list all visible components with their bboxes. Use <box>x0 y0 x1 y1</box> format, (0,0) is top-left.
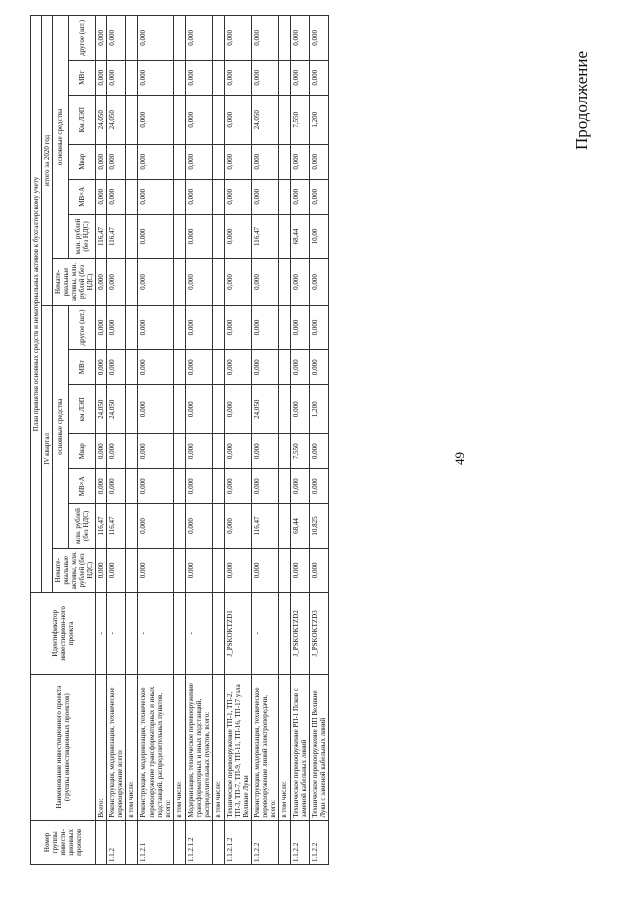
cell-group-number: 1.1.2.1 <box>138 820 173 864</box>
cell-total-value: 0,000 <box>107 16 126 61</box>
header-q4-unit-1: МВ×А <box>68 469 95 504</box>
cell-group-number: 1.1.2.1.2 <box>224 820 251 864</box>
cell-q4-value <box>126 305 138 349</box>
cell-q4-value: 0,000 <box>291 385 310 434</box>
cell-total-value: 0,000 <box>107 179 126 214</box>
cell-q4-value: 0,000 <box>185 548 212 592</box>
header-q4-fixed-assets: основные средства <box>53 305 69 548</box>
cell-total-value <box>212 60 224 95</box>
cell-total-value: 0,000 <box>291 16 310 61</box>
table-row <box>107 16 126 865</box>
cell-q4-value <box>212 504 224 548</box>
cell-q4-value <box>279 504 291 548</box>
table-row <box>291 16 310 865</box>
header-total-unit-4: МВт <box>68 60 95 95</box>
cell-project-id: - <box>107 593 126 675</box>
cell-total-value: 0,000 <box>138 259 173 306</box>
cell-total-value: 0,000 <box>138 60 173 95</box>
cell-q4-value <box>173 385 185 434</box>
cell-total-value <box>173 179 185 214</box>
cell-q4-value <box>173 504 185 548</box>
cell-project-id <box>279 593 291 675</box>
cell-project-name: Всего: <box>96 674 107 820</box>
cell-project-name: Модернизация, техническое перевооружение трансформаторных и иных подстанций, распределительных пунктов, всего: <box>185 674 212 820</box>
cell-total-value: 0,000 <box>96 144 107 179</box>
cell-group-number: 1.1.2.2 <box>251 820 278 864</box>
cell-q4-value: 7,550 <box>291 434 310 469</box>
cell-project-name: Техническое перевооружение ПП Великие Луки с заменой кабельных линий <box>310 674 329 820</box>
cell-q4-value <box>212 548 224 592</box>
cell-q4-value <box>173 548 185 592</box>
header-q4-unit-5: другое (шт.) <box>68 305 95 349</box>
cell-q4-value: 0,000 <box>251 434 278 469</box>
cell-total-value: 10,00 <box>310 214 329 258</box>
cell-total-value <box>279 179 291 214</box>
cell-total-value: 0,000 <box>224 16 251 61</box>
cell-project-id: - <box>96 593 107 675</box>
header-total-unit-5: другое (шт.) <box>68 16 95 61</box>
cell-total-value <box>126 144 138 179</box>
cell-total-value: 0,000 <box>185 179 212 214</box>
cell-total-value <box>279 144 291 179</box>
cell-q4-value: 0,000 <box>96 469 107 504</box>
cell-q4-value: 0,000 <box>251 305 278 349</box>
cell-total-value: 0,000 <box>96 259 107 306</box>
cell-project-id <box>212 593 224 675</box>
cell-total-value: 0,000 <box>224 144 251 179</box>
cell-total-value: 0,000 <box>107 144 126 179</box>
cell-project-id: J_PSKOKTZD3 <box>310 593 329 675</box>
cell-q4-value: 0,000 <box>96 548 107 592</box>
table-row <box>310 16 329 865</box>
cell-total-value: 0,000 <box>291 179 310 214</box>
cell-total-value: 0,000 <box>107 60 126 95</box>
cell-total-value: 0,000 <box>224 95 251 144</box>
cell-q4-value: 0,000 <box>185 504 212 548</box>
cell-total-value: 24,050 <box>107 95 126 144</box>
cell-total-value: 0,000 <box>185 95 212 144</box>
header-q4: IV квартал <box>42 305 53 592</box>
cell-total-value <box>126 60 138 95</box>
cell-group-number: 1.1.2.2 <box>291 820 310 864</box>
cell-q4-value <box>212 469 224 504</box>
table-row <box>279 16 291 865</box>
header-project-name: Наименование инвестиционного проекта (группы инвестиционных проектов) <box>31 674 96 820</box>
cell-total-value <box>126 16 138 61</box>
cell-total-value: 0,000 <box>310 16 329 61</box>
cell-project-name: Техническое перевооружение ТП-1, ТП-2, ТП-3, ТП-7, ТП-9, ТП-11, ТП-16, ТП-17 узла Великие Луки <box>224 674 251 820</box>
cell-project-id: - <box>138 593 173 675</box>
table-row <box>212 16 224 865</box>
cell-total-value: 0,000 <box>185 144 212 179</box>
header-q4-intangible: Немате-риальные активы, млн. рублей (без НДС) <box>53 548 96 592</box>
cell-q4-value: 0,000 <box>224 434 251 469</box>
cell-group-number <box>96 820 107 864</box>
header-plan: План принятия основных средств и нематериальных активов к бухгалтерскому учету <box>31 16 42 593</box>
cell-q4-value: 0,000 <box>224 548 251 592</box>
header-total-unit-0: млн. рублей (без НДС) <box>68 214 95 258</box>
cell-total-value: 24,050 <box>251 95 278 144</box>
cell-q4-value <box>126 434 138 469</box>
table-row <box>173 16 185 865</box>
table-row <box>126 16 138 865</box>
cell-total-value: 0,000 <box>310 259 329 306</box>
cell-project-id <box>173 593 185 675</box>
cell-q4-value: 0,000 <box>310 434 329 469</box>
cell-total-value <box>173 16 185 61</box>
cell-total-value: 0,000 <box>310 144 329 179</box>
cell-q4-value: 0,000 <box>107 434 126 469</box>
cell-q4-value: 0,000 <box>251 548 278 592</box>
cell-project-id <box>126 593 138 675</box>
cell-q4-value <box>279 305 291 349</box>
cell-total-value: 0,000 <box>185 214 212 258</box>
cell-q4-value: 68,44 <box>291 504 310 548</box>
cell-total-value <box>212 214 224 258</box>
header-q4-unit-2: Мвар <box>68 434 95 469</box>
cell-total-value: 0,000 <box>96 179 107 214</box>
cell-total-value: 0,000 <box>310 179 329 214</box>
cell-group-number <box>126 820 138 864</box>
cell-project-name: Реконструкция, модернизация, техническое перевооружение трансформаторных и иных подстанций, распределительных пунктов, всего: <box>138 674 173 820</box>
cell-q4-value: 0,000 <box>96 434 107 469</box>
cell-q4-value <box>279 350 291 385</box>
cell-total-value <box>173 214 185 258</box>
cell-q4-value <box>173 350 185 385</box>
cell-q4-value: 0,000 <box>224 350 251 385</box>
cell-total-value: 116,47 <box>251 214 278 258</box>
cell-total-value: 0,000 <box>251 60 278 95</box>
cell-total-value: 0,000 <box>138 16 173 61</box>
cell-q4-value <box>173 469 185 504</box>
header-total-unit-2: Мвар <box>68 144 95 179</box>
cell-project-id: J_PSKOKTZD1 <box>224 593 251 675</box>
cell-total-value: 116,47 <box>96 214 107 258</box>
investment-table <box>30 15 329 865</box>
cell-total-value: 7,550 <box>291 95 310 144</box>
cell-q4-value <box>126 385 138 434</box>
cell-project-name: в том числе: <box>279 674 291 820</box>
cell-q4-value <box>279 469 291 504</box>
cell-total-value: 0,000 <box>138 179 173 214</box>
cell-q4-value <box>126 469 138 504</box>
header-project-id: Идентификатор инвестицион-ного проекта <box>31 593 96 675</box>
cell-total-value: 0,000 <box>310 60 329 95</box>
cell-total-value <box>279 16 291 61</box>
cell-total-value <box>126 214 138 258</box>
cell-q4-value: 0,000 <box>107 305 126 349</box>
cell-q4-value <box>279 548 291 592</box>
cell-total-value: 0,000 <box>291 259 310 306</box>
cell-q4-value: 0,000 <box>224 305 251 349</box>
cell-q4-value <box>212 434 224 469</box>
cell-total-value: 0,000 <box>96 16 107 61</box>
cell-project-id: J_PSKOKTZD2 <box>291 593 310 675</box>
cell-total-value: 0,000 <box>251 16 278 61</box>
cell-q4-value: 0,000 <box>96 350 107 385</box>
cell-total-value: 0,000 <box>251 179 278 214</box>
cell-total-value: 0,000 <box>251 144 278 179</box>
cell-q4-value: 0,000 <box>310 350 329 385</box>
cell-total-value: 24,050 <box>96 95 107 144</box>
cell-q4-value: 0,000 <box>251 469 278 504</box>
cell-total-value: 0,000 <box>185 259 212 306</box>
header-total-intangible: Немате-риальные активы, млн. рублей (без НДС) <box>53 259 96 306</box>
cell-q4-value: 0,000 <box>185 305 212 349</box>
cell-q4-value: 0,000 <box>224 385 251 434</box>
cell-total-value: 1,200 <box>310 95 329 144</box>
cell-project-name: в том числе: <box>126 674 138 820</box>
cell-q4-value: 116,47 <box>96 504 107 548</box>
cell-group-number: 1.1.2.2 <box>310 820 329 864</box>
cell-q4-value: 0,000 <box>138 434 173 469</box>
table-row <box>185 16 212 865</box>
cell-q4-value: 0,000 <box>138 350 173 385</box>
header-total-fixed-assets: основные средства <box>53 16 69 259</box>
cell-q4-value: 0,000 <box>224 504 251 548</box>
table-row <box>138 16 173 865</box>
cell-total-value <box>126 95 138 144</box>
cell-q4-value: 0,000 <box>96 305 107 349</box>
cell-total-value <box>212 95 224 144</box>
cell-q4-value: 0,000 <box>138 504 173 548</box>
cell-q4-value: 0,000 <box>185 469 212 504</box>
cell-q4-value: 0,000 <box>224 469 251 504</box>
table-body <box>96 16 329 865</box>
cell-group-number <box>173 820 185 864</box>
cell-q4-value: 1,200 <box>310 385 329 434</box>
table-row <box>224 16 251 865</box>
cell-total-value <box>212 179 224 214</box>
cell-total-value: 68,44 <box>291 214 310 258</box>
header-q4-unit-4: МВт <box>68 350 95 385</box>
header-q4-unit-0: млн. рублей (без НДС) <box>68 504 95 548</box>
header-total-unit-3: Км ЛЭП <box>68 95 95 144</box>
cell-q4-value: 0,000 <box>107 548 126 592</box>
cell-q4-value: 24,050 <box>107 385 126 434</box>
cell-q4-value <box>126 350 138 385</box>
cell-total-value: 0,000 <box>96 60 107 95</box>
cell-q4-value: 116,47 <box>107 504 126 548</box>
cell-total-value <box>279 259 291 306</box>
cell-total-value: 0,000 <box>185 60 212 95</box>
table-row <box>96 16 107 865</box>
cell-total-value <box>212 16 224 61</box>
cell-q4-value: 0,000 <box>251 350 278 385</box>
cell-q4-value <box>126 504 138 548</box>
cell-q4-value: 116,47 <box>251 504 278 548</box>
cell-total-value: 0,000 <box>224 214 251 258</box>
header-total-unit-1: МВ×А <box>68 179 95 214</box>
cell-q4-value: 0,000 <box>138 305 173 349</box>
cell-total-value <box>279 95 291 144</box>
cell-project-name: Техническое перевооружение РП-1 Псков с заменой кабельных линий <box>291 674 310 820</box>
cell-q4-value: 0,000 <box>107 350 126 385</box>
cell-total-value <box>126 179 138 214</box>
cell-q4-value <box>126 548 138 592</box>
cell-total-value <box>173 60 185 95</box>
cell-total-value <box>126 259 138 306</box>
cell-q4-value <box>279 434 291 469</box>
cell-q4-value <box>212 305 224 349</box>
header-group-number: Номер группы инвести-ционных проектов <box>31 820 96 864</box>
cell-total-value: 0,000 <box>138 214 173 258</box>
cell-project-id: - <box>185 593 212 675</box>
cell-total-value <box>279 214 291 258</box>
cell-total-value: 0,000 <box>185 16 212 61</box>
cell-project-name: Реконструкция, модернизация, техническое перевооружение всего: <box>107 674 126 820</box>
cell-q4-value: 0,000 <box>310 548 329 592</box>
cell-total-value: 0,000 <box>224 60 251 95</box>
cell-group-number <box>279 820 291 864</box>
cell-q4-value: 0,000 <box>138 385 173 434</box>
cell-total-value: 0,000 <box>291 144 310 179</box>
cell-total-value <box>173 259 185 306</box>
cell-total-value: 0,000 <box>107 259 126 306</box>
cell-group-number <box>212 820 224 864</box>
cell-total-value <box>279 60 291 95</box>
cell-total-value <box>212 259 224 306</box>
cell-project-name: в том числе: <box>173 674 185 820</box>
cell-q4-value: 0,000 <box>138 469 173 504</box>
cell-q4-value: 0,000 <box>107 469 126 504</box>
cell-q4-value: 0,000 <box>185 434 212 469</box>
cell-q4-value: 24,050 <box>251 385 278 434</box>
cell-q4-value: 0,000 <box>185 385 212 434</box>
cell-total-value <box>212 144 224 179</box>
cell-q4-value <box>279 385 291 434</box>
cell-total-value <box>173 144 185 179</box>
cell-total-value: 116,47 <box>107 214 126 258</box>
cell-project-name: в том числе: <box>212 674 224 820</box>
header-q4-unit-3: км ЛЭП <box>68 385 95 434</box>
cell-q4-value <box>212 350 224 385</box>
investment-table-container <box>30 15 329 865</box>
cell-q4-value: 0,000 <box>291 350 310 385</box>
page-number: 49 <box>452 452 467 465</box>
cell-group-number: 1.1.2 <box>107 820 126 864</box>
cell-total-value: 0,000 <box>138 144 173 179</box>
header-total-2020: итого за 2020 год <box>42 16 53 306</box>
cell-q4-value <box>212 385 224 434</box>
cell-q4-value: 0,000 <box>291 305 310 349</box>
cell-total-value: 0,000 <box>291 60 310 95</box>
cell-q4-value <box>173 305 185 349</box>
continuation-label: Продолжение <box>572 50 591 150</box>
cell-q4-value: 0,000 <box>310 469 329 504</box>
cell-q4-value: 0,000 <box>291 469 310 504</box>
cell-q4-value: 0,000 <box>185 350 212 385</box>
cell-q4-value: 0,000 <box>310 305 329 349</box>
cell-total-value <box>173 95 185 144</box>
cell-q4-value: 10,825 <box>310 504 329 548</box>
cell-total-value: 0,000 <box>224 259 251 306</box>
cell-total-value: 0,000 <box>251 259 278 306</box>
cell-q4-value: 24,050 <box>96 385 107 434</box>
cell-total-value: 0,000 <box>138 95 173 144</box>
cell-q4-value: 0,000 <box>138 548 173 592</box>
cell-group-number: 1.1.2.1.2 <box>185 820 212 864</box>
cell-project-name: Реконструкция, модернизация, техническое перевооружение линий электропередачи, всего: <box>251 674 278 820</box>
cell-total-value: 0,000 <box>224 179 251 214</box>
cell-q4-value <box>173 434 185 469</box>
cell-project-id: - <box>251 593 278 675</box>
cell-q4-value: 0,000 <box>291 548 310 592</box>
table-row <box>251 16 278 865</box>
